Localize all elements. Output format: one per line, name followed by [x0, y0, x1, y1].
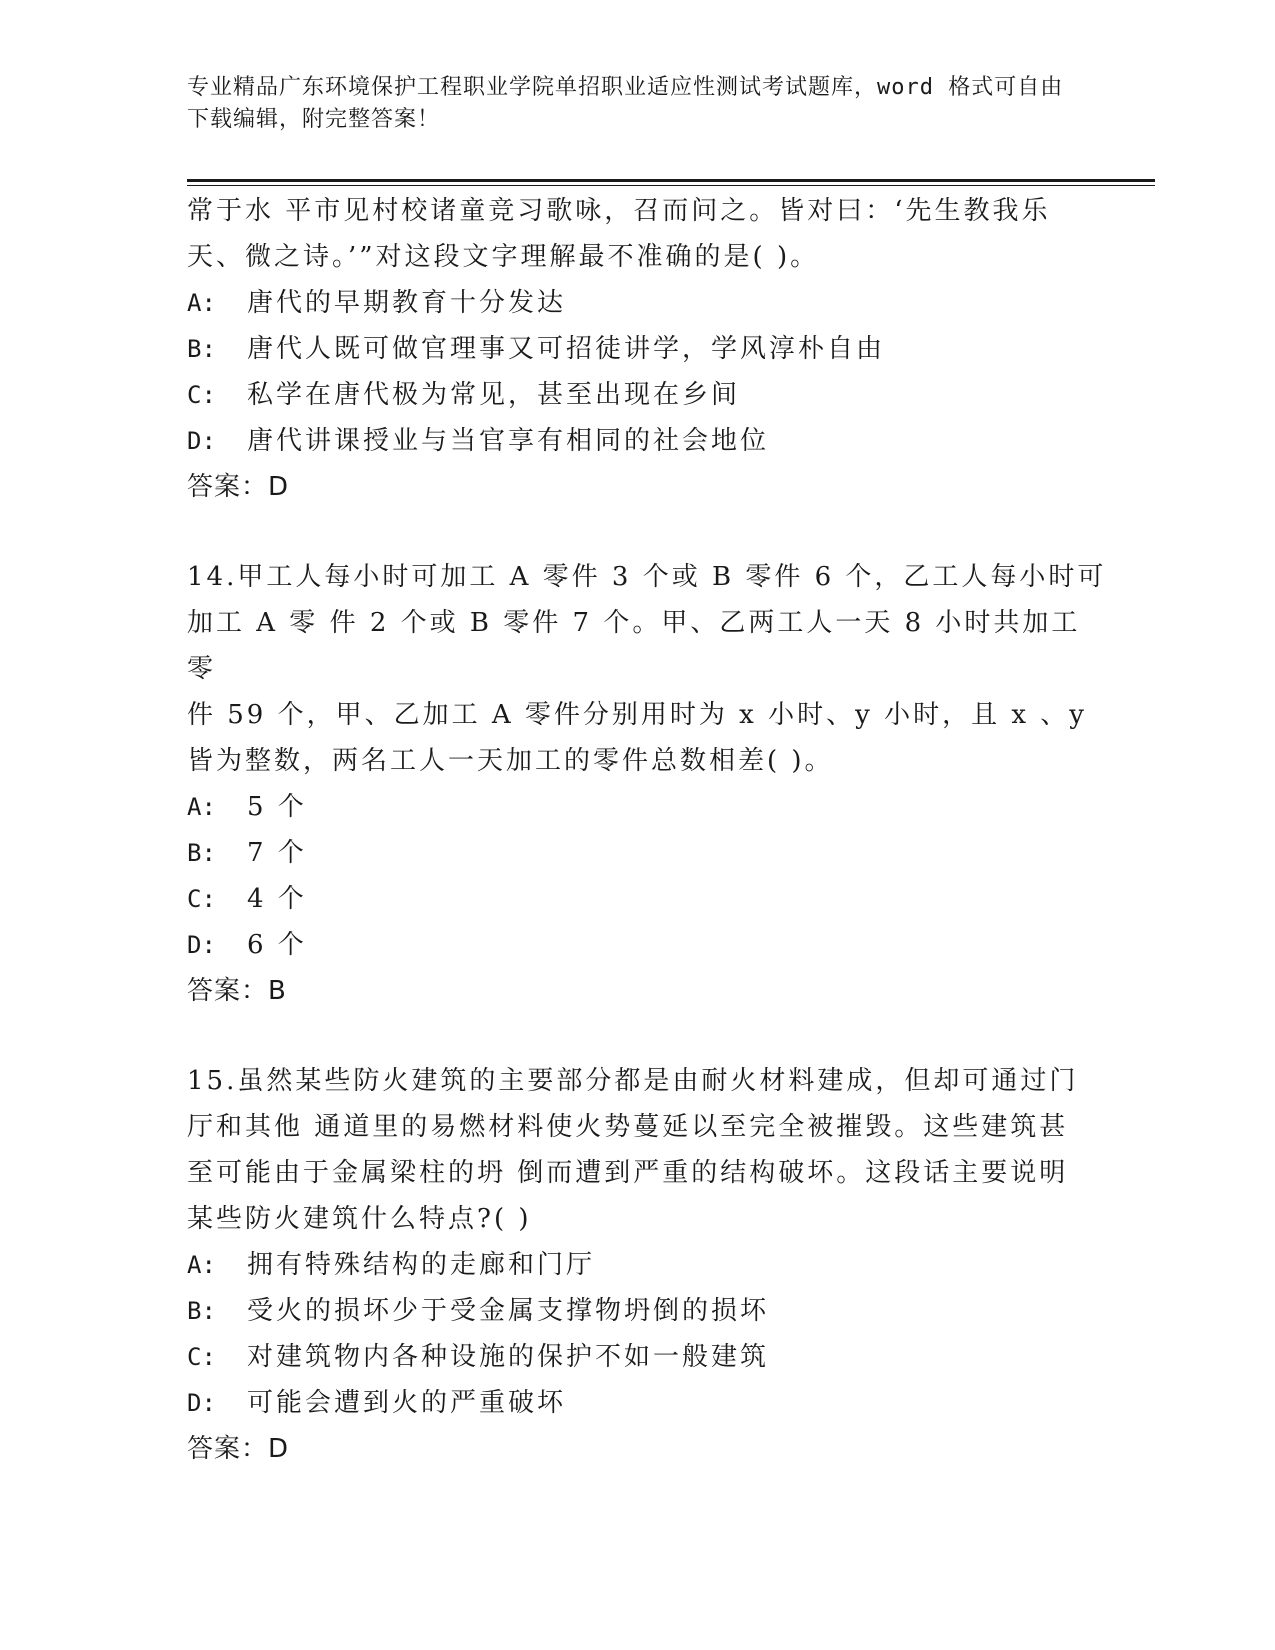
option-letter: B: — [187, 335, 216, 363]
option-letter: A: — [187, 793, 216, 821]
option-c — [187, 1334, 1107, 1380]
option-letter: C: — [187, 885, 216, 913]
option-text: 4 个 — [247, 884, 307, 914]
option-letter: C: — [187, 381, 216, 409]
question-stem-line: 15.虽然某些防火建筑的主要部分都是由耐火材料建成，但却可通过门 — [187, 1066, 1079, 1096]
question-stem-line: 件 59 个，甲、乙加工 A 零件分别用时为 x 小时、y 小时，且 x 、y — [187, 700, 1087, 730]
question-stem-line: 至可能由于金属梁柱的坍 倒而遭到严重的结构破坏。这段话主要说明 — [187, 1158, 1069, 1188]
answer-line: 答案：D — [187, 1434, 290, 1464]
header-divider-thick — [187, 179, 1155, 182]
question-stem-line: 某些防火建筑什么特点?( ) — [187, 1204, 532, 1234]
answer-line: 答案：D — [187, 472, 290, 502]
option-text: 可能会遭到火的严重破坏 — [247, 1388, 567, 1418]
option-d — [187, 418, 1107, 464]
question-stem-line: 常于水 平市见村校诸童竞习歌咏，召而问之。皆对曰：‘先生教我乐 — [187, 196, 1051, 226]
option-b — [187, 1288, 1107, 1334]
option-d — [187, 1380, 1107, 1426]
option-letter: A: — [187, 1251, 216, 1279]
option-c — [187, 876, 1107, 922]
header-divider-thin — [187, 185, 1155, 186]
option-text: 受火的损坏少于受金属支撑物坍倒的损坏 — [247, 1296, 770, 1326]
option-d — [187, 922, 1107, 968]
option-letter: A: — [187, 289, 216, 317]
document-body — [187, 188, 1107, 1472]
option-letter: D: — [187, 931, 216, 959]
option-text: 唐代讲课授业与当官享有相同的社会地位 — [247, 426, 770, 456]
option-a — [187, 784, 1107, 830]
question-stem-line: 厅和其他 通道里的易燃材料使火势蔓延以至完全被摧毁。这些建筑甚 — [187, 1112, 1069, 1142]
option-b — [187, 830, 1107, 876]
question-stem-line: 天、微之诗。’”对这段文字理解最不准确的是( )。 — [187, 242, 820, 272]
option-text: 5 个 — [247, 792, 307, 822]
option-b — [187, 326, 1107, 372]
answer-line: 答案：B — [187, 976, 287, 1006]
option-text: 7 个 — [247, 838, 307, 868]
question-stem-line: 14.甲工人每小时可加工 A 零件 3 个或 B 零件 6 个，乙工人每小时可 — [187, 562, 1107, 592]
question-14 — [187, 554, 1107, 1014]
option-text: 对建筑物内各种设施的保护不如一般建筑 — [247, 1342, 770, 1372]
question-stem-line: 加工 A 零 件 2 个或 B 零件 7 个。甲、乙两工人一天 8 小时共加工零 — [187, 608, 1081, 684]
question-15 — [187, 1058, 1107, 1472]
option-letter: B: — [187, 1297, 216, 1325]
question-13 — [187, 188, 1107, 510]
option-a — [187, 280, 1107, 326]
option-text: 唐代的早期教育十分发达 — [247, 288, 567, 318]
option-letter: D: — [187, 427, 216, 455]
question-stem-line: 皆为整数，两名工人一天加工的零件总数相差( )。 — [187, 746, 834, 776]
option-letter: B: — [187, 839, 216, 867]
option-text: 私学在唐代极为常见，甚至出现在乡间 — [247, 380, 741, 410]
option-text: 唐代人既可做官理事又可招徒讲学，学风淳朴自由 — [247, 334, 886, 364]
option-c — [187, 372, 1107, 418]
option-text: 拥有特殊结构的走廊和门厅 — [247, 1250, 596, 1280]
option-letter: C: — [187, 1343, 216, 1371]
option-letter: D: — [187, 1389, 216, 1417]
header-title: 专业精品广东环境保护工程职业学院单招职业适应性测试考试题库，word 格式可自由下载编辑，附完整答案！ — [187, 75, 1064, 132]
document-header — [187, 72, 1067, 136]
option-a — [187, 1242, 1107, 1288]
option-text: 6 个 — [247, 930, 307, 960]
